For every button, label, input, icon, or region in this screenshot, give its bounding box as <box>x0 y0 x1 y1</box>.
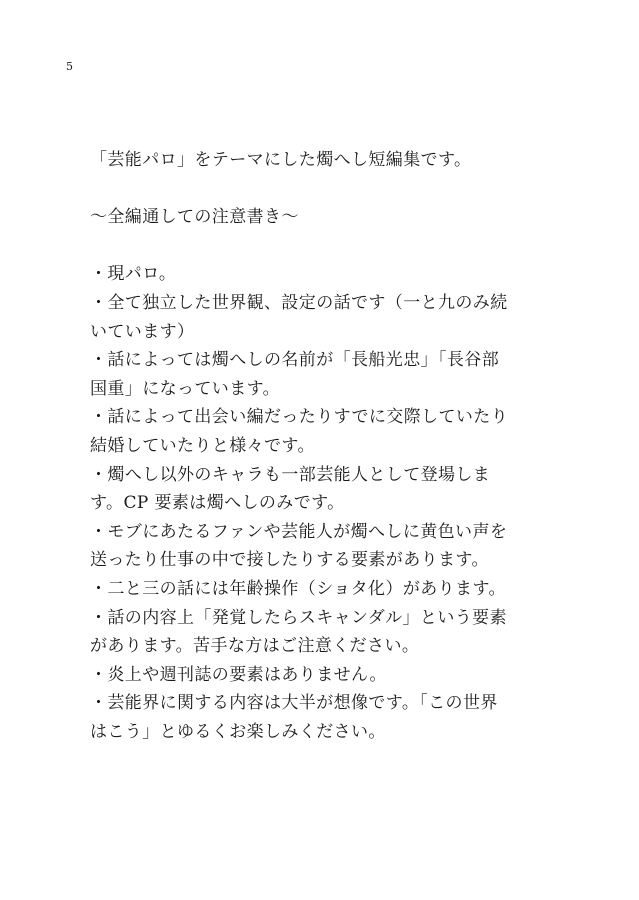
note-line: ・芸能界に関する内容は大半が想像です。「この世界 <box>90 693 498 714</box>
note-line: ・炎上や週刊誌の要素はありません。 <box>90 664 387 685</box>
note-line: ・話によっては燭へしの名前が「長船光忠」「長谷部 <box>90 350 500 371</box>
note-line: ・全て独立した世界観、設定の話です（一と九のみ続 <box>90 292 508 313</box>
intro-line: 「芸能パロ」をテーマにした燭へし短編集です。 <box>90 150 472 170</box>
body-text <box>90 146 550 746</box>
note-line: ・現パロ。 <box>90 264 177 285</box>
note-line: があります。苦手な方はご注意ください。 <box>90 636 420 657</box>
note-line: 国重」になっています。 <box>90 378 281 399</box>
note-line: ・モブにあたるファンや芸能人が燭へしに黄色い声を <box>90 521 508 542</box>
note-line: 結婚していたりと様々です。 <box>90 435 315 456</box>
note-line: ・二と三の話には年齢操作（ショタ化）があります。 <box>90 578 506 599</box>
notes-heading: ～全編通しての注意書き～ <box>90 207 299 228</box>
page-number: 5 <box>66 60 73 73</box>
paragraph-gap <box>90 232 550 261</box>
note-line: はこう」とゆるくお楽しみください。 <box>90 721 386 742</box>
note-line: す。CP 要素は燭へしのみです。 <box>90 493 345 514</box>
note-line: ・話の内容上「発覚したらスキャンダル」という要素 <box>90 607 507 628</box>
note-line: 送ったり仕事の中で接したりする要素があります。 <box>90 550 489 571</box>
paragraph-gap <box>90 175 550 204</box>
note-line: ・話によって出会い編だったりすでに交際していたり <box>90 407 509 428</box>
note-line: ・燭へし以外のキャラも一部芸能人として登場しま <box>90 464 491 485</box>
note-line: いています） <box>90 321 195 342</box>
